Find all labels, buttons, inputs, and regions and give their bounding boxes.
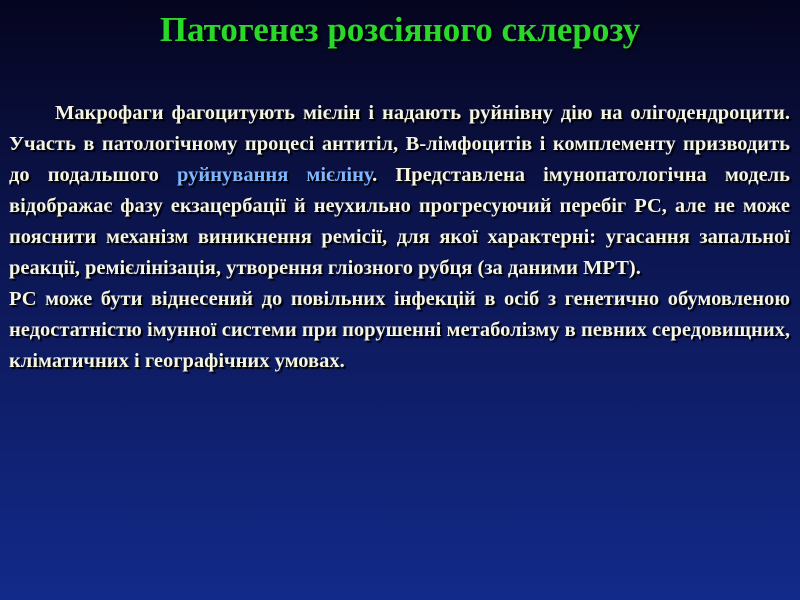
paragraph-pathogenesis-text-2: . Представлена імунопатологічна модель відображає фазу екзацербації й неухильно прогресуючий перебіг РС, але не може пояснити механізм виникнення ремісії, для якої характерні: угасання запальної реакції, ремієлінізація, утворення гліозного рубця (за даними МРТ). <box>9 164 791 279</box>
slide-title: Патогенез розсіяного склерозу <box>159 10 641 49</box>
paragraph-pathogenesis-text-1: Макрофаги фагоцитують мієлін і надають руйнівну дію на олігодендроцити. Участь в патологічному процесі антитіл, В-лімфоцитів і комплементу призводить до подальшого <box>9 102 790 186</box>
paragraph-slow-infection: РС може бути віднесений до повільних інфекцій в осіб з генетично обумовленою недостатністю імунної системи при порушенні метаболізму в певних середовищних, кліматичних і географічних умовах. <box>9 288 790 372</box>
highlighted-term: руйнування мієліну <box>177 164 373 186</box>
slide-body <box>9 98 790 377</box>
paragraph-pathogenesis <box>9 98 790 284</box>
